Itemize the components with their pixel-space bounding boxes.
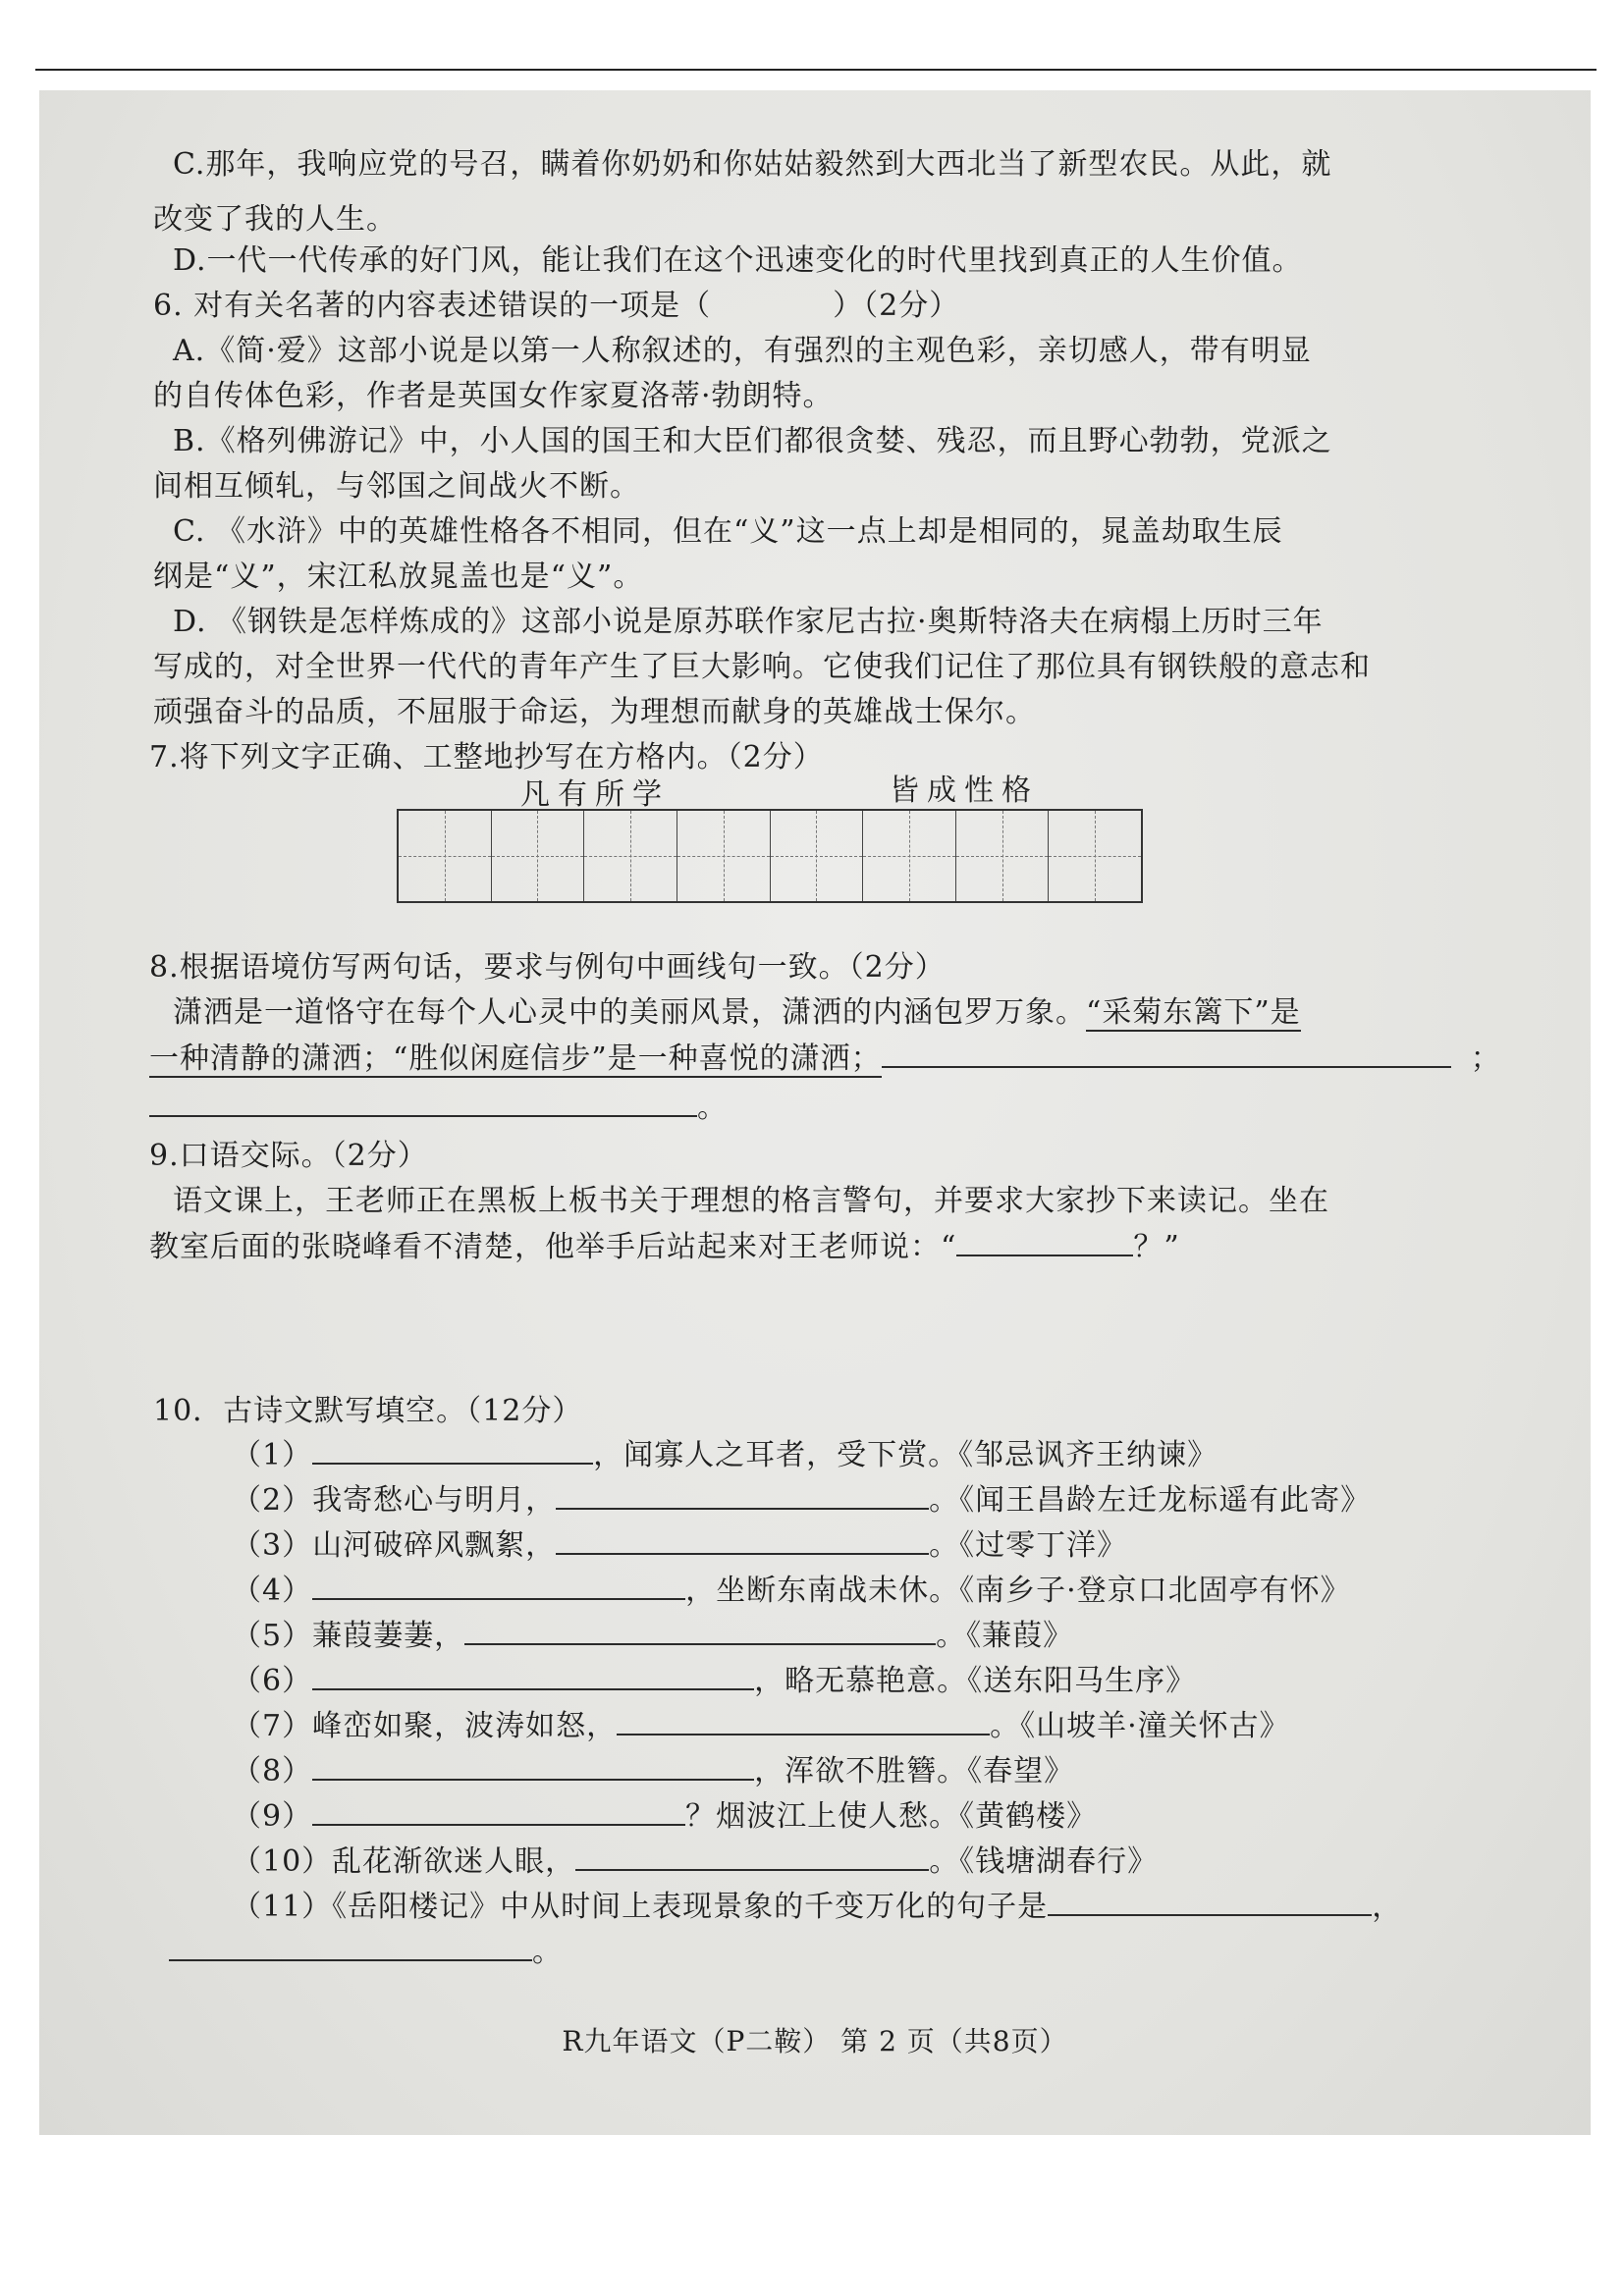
q10-item-3-text: （3）山河破碎风飘絮， [232,1528,557,1563]
q6-a-line1: A.《简·爱》这部小说是以第一人称叙述的，有强烈的主观色彩，亲切感人，带有明显 [173,334,1312,368]
grid-cell[interactable] [863,811,956,901]
q8-answer-blank-2[interactable] [149,1086,697,1117]
grid-cell[interactable] [1049,811,1141,901]
q7-phrase-1: 凡有所学 [520,777,670,812]
option-d-line: D.一代一代传承的好门风，能让我们在这个迅速变化的时代里找到真正的人生价值。 [173,243,1303,278]
q10-item-4-num: （4） [232,1574,313,1608]
q10-item-9-num: （9） [232,1799,313,1834]
q10-item-7-source: 。《山坡羊·潼关怀古》 [990,1709,1290,1743]
q10-item-11-cont [169,1930,1624,1974]
q10-item-7-blank[interactable] [617,1704,990,1735]
q10-item-1 [232,1433,1624,1477]
writing-grid[interactable] [397,809,1143,903]
q10-item-11-comma: ， [1372,1890,1403,1924]
q10-item-3-blank[interactable] [556,1523,929,1555]
q10-item-7 [232,1704,1624,1748]
q9-prompt: 教室后面的张晓峰看不清楚，他举手后站起来对王老师说：“ [149,1230,957,1264]
q10-item-9 [232,1794,1624,1839]
option-c-line1: C.那年，我响应党的号召，瞒着你奶奶和你姑姑毅然到大西北当了新型农民。从此，就 [173,147,1332,182]
q10-item-6-blank[interactable] [312,1659,754,1690]
q9-answer-blank[interactable] [956,1225,1133,1256]
q10-item-1-num: （1） [232,1438,313,1472]
option-c-line2: 改变了我的人生。 [153,202,397,237]
q9-para-line2 [149,1225,1624,1269]
q6-title: 6. 对有关名著的内容表述错误的一项是（ ）（2分） [153,289,960,323]
q10-item-8-num: （8） [232,1754,313,1789]
grid-cell[interactable] [677,811,771,901]
q10-item-10-source: 。《钱塘湖春行》 [929,1844,1159,1879]
q10-item-2-text: （2）我寄愁心与明月， [232,1483,557,1518]
top-rule [35,69,1597,71]
q9-para-line1: 语文课上，王老师正在黑板上板书关于理想的格言警句，并要求大家抄下来读记。坐在 [173,1184,1329,1218]
q10-item-6-text: ，略无慕艳意。《送东阳马生序》 [754,1664,1197,1698]
q9-prompt-end: ？” [1133,1230,1180,1264]
q10-item-5-blank[interactable] [464,1614,936,1645]
q10-item-11 [232,1885,1624,1929]
q10-item-11-period: 。 [532,1935,563,1969]
q10-item-2-blank[interactable] [556,1478,929,1510]
grid-cell[interactable] [584,811,677,901]
q10-item-2-source: 。《闻王昌龄左迁龙标遥有此寄》 [929,1483,1372,1518]
q10-item-4-blank[interactable] [312,1569,685,1600]
q6-d-line3: 顽强奋斗的品质，不屈服于命运，为理想而献身的英雄战士保尔。 [153,695,1036,729]
q10-item-5 [232,1614,1624,1658]
q10-item-4-text: ，坐断东南战未休。《南乡子·登京口北固亭有怀》 [685,1574,1351,1608]
q10-item-8-text: ，浑欲不胜簪。《春望》 [754,1754,1075,1789]
q10-item-1-blank[interactable] [312,1433,593,1465]
q6-b-line2: 间相互倾轧，与邻国之间战火不断。 [153,469,640,504]
q10-item-11-blank-1[interactable] [1048,1885,1372,1916]
q10-item-9-blank[interactable] [312,1794,685,1826]
q8-example-underlined: “采菊东篱下”是 [1086,995,1301,1030]
q10-item-10-text: （10）乱花渐欲迷人眼， [232,1844,576,1879]
grid-cell[interactable] [399,811,492,901]
q6-a-line2: 的自传体色彩，作者是英国女作家夏洛蒂·勃朗特。 [153,379,834,413]
q8-para-line2 [149,1037,1624,1081]
q10-item-7-text: （7）峰峦如聚，波涛如怒， [232,1709,618,1743]
q7-phrase-2: 皆成性格 [890,774,1039,808]
q10-item-5-source: 。《蒹葭》 [936,1619,1074,1653]
q10-item-1-text: ，闻寡人之耳者，受下赏。《邹忌讽齐王纳谏》 [593,1438,1218,1472]
q10-item-4 [232,1569,1624,1613]
q9-title: 9.口语交际。（2分） [149,1139,428,1173]
q8-title: 8.根据语境仿写两句话，要求与例句中画线句一致。（2分） [149,950,946,985]
q10-title: 10．古诗文默写填空。（12分） [153,1394,583,1428]
q10-item-6-num: （6） [232,1664,313,1698]
q10-item-8-blank[interactable] [312,1749,754,1781]
q10-item-9-text: ？烟波江上使人愁。《黄鹤楼》 [685,1799,1098,1834]
q7-title: 7.将下列文字正确、工整地抄写在方格内。（2分） [149,740,824,774]
q10-item-11-blank-2[interactable] [169,1930,532,1961]
q10-item-10 [232,1840,1624,1884]
page-footer: R九年语文（P二鞍） 第 2 页（共8页） [562,2025,1068,2057]
q6-b-line1: B.《格列佛游记》中，小人国的国王和大臣们都很贪婪、残忍，而且野心勃勃，党派之 [173,424,1332,458]
grid-cell[interactable] [956,811,1050,901]
q10-item-11-text: （11）《岳阳楼记》中从时间上表现景象的千变万化的句子是 [232,1890,1049,1924]
q10-item-5-text: （5）蒹葭萋萋， [232,1619,465,1653]
q8-para-line3 [149,1086,1624,1130]
q6-d-line1: D. 《钢铁是怎样炼成的》这部小说是原苏联作家尼古拉·奥斯特洛夫在病榻上历时三年 [173,605,1324,639]
q6-c-line1: C. 《水浒》中的英雄性格各不相同，但在“义”这一点上却是相同的，晁盖劫取生辰 [173,514,1283,549]
q10-item-6 [232,1659,1624,1703]
q8-example-plain: 潇洒是一道恪守在每个人心灵中的美丽风景，潇洒的内涵包罗万象。 [173,995,1086,1030]
q8-answer-blank-1[interactable] [882,1037,1451,1068]
q6-d-line2: 写成的，对全世界一代代的青年产生了巨大影响。它使我们记住了那位具有钢铁般的意志和 [153,650,1371,684]
q10-item-3-source: 。《过零丁洋》 [929,1528,1128,1563]
q8-example-underlined-2: 一种清静的潇洒；“胜似闲庭信步”是一种喜悦的潇洒； [149,1041,882,1076]
q10-item-8 [232,1749,1624,1793]
q8-period: 。 [697,1091,728,1125]
scanned-page [39,90,1591,2135]
q10-item-10-blank[interactable] [575,1840,929,1871]
q10-item-2 [232,1478,1624,1522]
grid-cell[interactable] [771,811,864,901]
q8-para-line1 [173,991,1624,1035]
q10-item-3 [232,1523,1624,1568]
q6-c-line2: 纲是“义”，宋江私放晁盖也是“义”。 [153,560,644,594]
q8-semicolon: ； [1470,1041,1501,1076]
grid-cell[interactable] [492,811,585,901]
